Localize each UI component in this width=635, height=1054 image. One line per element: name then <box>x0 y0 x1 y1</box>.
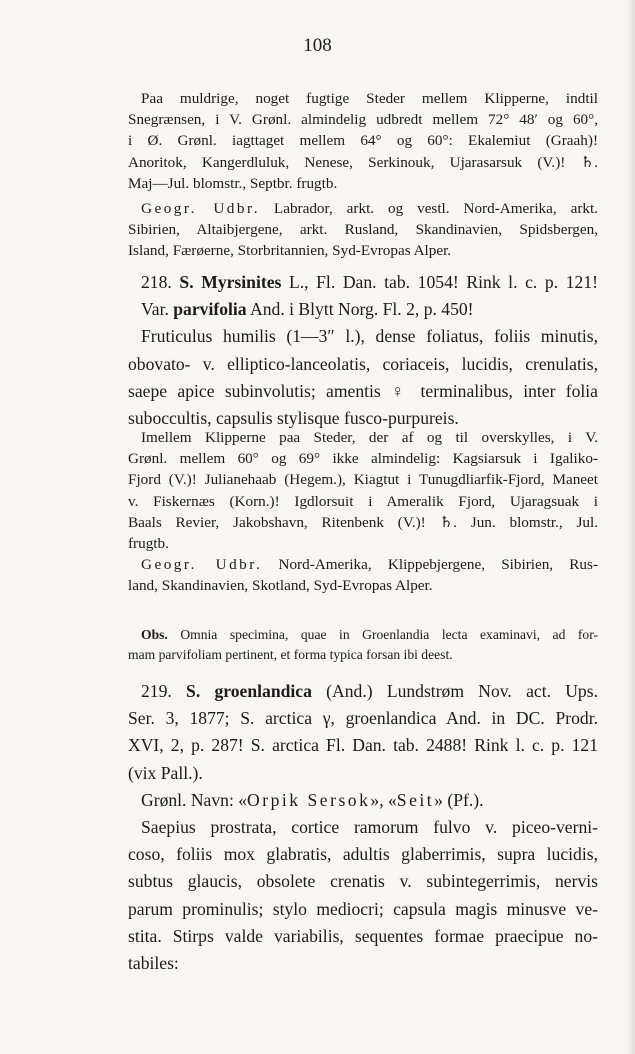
text-line: land, Skandinavien, Skotland, Syd-Evropas Alper. <box>128 577 433 595</box>
var-prefix: Var. <box>141 299 169 320</box>
geographic-distribution-218 <box>128 554 598 575</box>
text-line <box>128 198 598 219</box>
text-line: Paa muldrige, noget fugtige Steder mellem Klipperne, indtil <box>141 90 598 107</box>
variety-citation: And. i Blytt Norg. Fl. 2, p. 450! <box>250 299 474 320</box>
text-line <box>128 625 598 645</box>
geogr-label: Geogr. Udbr. <box>141 556 263 574</box>
text-line: Fjord (V.)! Julianehaab (Hegem.), Kiagtut i Tunugdliarfik-Fjord, Maneet <box>128 471 598 489</box>
species-name: S. groenlandica <box>186 681 312 701</box>
text-line: Ser. 3, 1877; S. arctica γ, groenlandica And. in DC. Prodr. <box>128 708 598 729</box>
text-line: i Ø. Grønl. iagttaget mellem 64° og 60°: Ekalemiut (Graah)! <box>128 132 598 150</box>
text-line: frugtb. <box>128 535 169 553</box>
text-line: Grønl. mellem 60° og 69° ikke almindelig: Kagsiarsuk i Igaliko- <box>128 450 598 468</box>
text-line: mam parvifoliam pertinent, et forma typica forsan ibi deest. <box>128 646 453 662</box>
vernacular-separator: », « <box>370 789 397 810</box>
obs-text: Omnia specimina, quae in Groenlandia lecta examinavi, ad for- <box>180 627 598 642</box>
vernacular-name-line <box>128 787 598 814</box>
vernacular-name: Orpik Sersok <box>247 789 371 810</box>
vernacular-name: Seit <box>396 789 435 810</box>
geogr-text: Nord-Amerika, Klippebjergene, Sibirien, Rus- <box>278 556 598 574</box>
text-line: Maj—Jul. blomstr., Septbr. frugtb. <box>128 174 338 192</box>
vernacular-suffix: » (Pf.). <box>434 789 484 810</box>
habitat-paragraph-previous-species <box>128 88 598 194</box>
text-line: Baals Revier, Jakobshavn, Ritenbenk (V.)! ♄. Jun. blomstr., Jul. <box>128 513 598 531</box>
citation: (And.) Lundstrøm Nov. act. Ups. <box>326 681 598 701</box>
text-line: suboccultis, capsulis stylisque fusco-purpureis. <box>128 408 459 429</box>
species-entry-219 <box>128 678 598 977</box>
text-line: Sibirien, Altaibjergene, arkt. Rusland, Skandinavien, Spidsbergen, <box>128 221 598 239</box>
text-line: XVI, 2, p. 287! S. arctica Fl. Dan. tab. 2488! Rink l. c. p. 121 <box>128 735 598 756</box>
variety-line <box>128 296 598 323</box>
geographic-distribution-previous <box>128 198 598 262</box>
observation-note-218 <box>128 625 598 664</box>
text-line: (vix Pall.). <box>128 762 203 783</box>
page-edge-shadow <box>626 0 635 1054</box>
text-line: v. Fiskernæs (Korn.)! Igdlorsuit i Ameralik Fjord, Ujaragsuak i <box>128 492 598 510</box>
text-line: Saepius prostrata, cortice ramorum fulvo v. piceo-verni- <box>141 817 598 838</box>
text-line: saepe apice subinvolutis; amentis ♀ terminalibus, inter folia <box>128 380 598 401</box>
text-line: Anoritok, Kangerdluluk, Nenese, Serkinouk, Ujarasarsuk (V.)! ♄. <box>128 153 598 171</box>
variety-name: parvifolia <box>173 299 247 320</box>
species-name: S. Myrsinites <box>179 272 282 292</box>
entry-number: 219. <box>141 681 172 701</box>
vernacular-prefix: Grønl. Navn: « <box>141 789 248 810</box>
entry-heading <box>128 269 598 296</box>
entry-number: 218. <box>141 272 172 292</box>
text-line: Island, Færøerne, Storbritannien, Syd-Evropas Alper. <box>128 242 452 260</box>
habitat-paragraph-218 <box>128 427 598 597</box>
species-entry-218 <box>128 269 598 432</box>
page-number: 108 <box>303 35 332 56</box>
entry-heading <box>128 678 598 705</box>
obs-label: Obs. <box>141 627 168 642</box>
text-line: parum prominulis; stylo mediocri; capsula magis minusve ve- <box>128 898 598 919</box>
text-line: coso, foliis mox glabratis, adultis glaberrimis, supra lucidis, <box>128 844 598 865</box>
text-line: Imellem Klipperne paa Steder, der af og til overskylles, i V. <box>141 429 598 446</box>
text-line: obovato- v. elliptico-lanceolatis, coriaceis, lucidis, crenulatis, <box>128 353 598 374</box>
text-line: Fruticulus humilis (1—3″ l.), dense foliatus, foliis minutis, <box>141 326 598 347</box>
text-line: Snegrænsen, i V. Grønl. almindelig udbredt mellem 72° 48′ og 60°, <box>128 111 598 129</box>
geogr-text: Labrador, arkt. og vestl. Nord-Amerika, arkt. <box>273 200 599 217</box>
citation: L., Fl. Dan. tab. 1054! Rink l. c. p. 121! <box>288 272 598 292</box>
text-line: stita. Stirps valde variabilis, sequentes formae praecipue no- <box>128 925 598 946</box>
text-line: tabiles: <box>128 953 179 974</box>
text-line: subtus glaucis, obsolete crenatis v. subintegerrimis, nervis <box>128 871 598 892</box>
geogr-label: Geogr. Udbr. <box>141 200 260 217</box>
